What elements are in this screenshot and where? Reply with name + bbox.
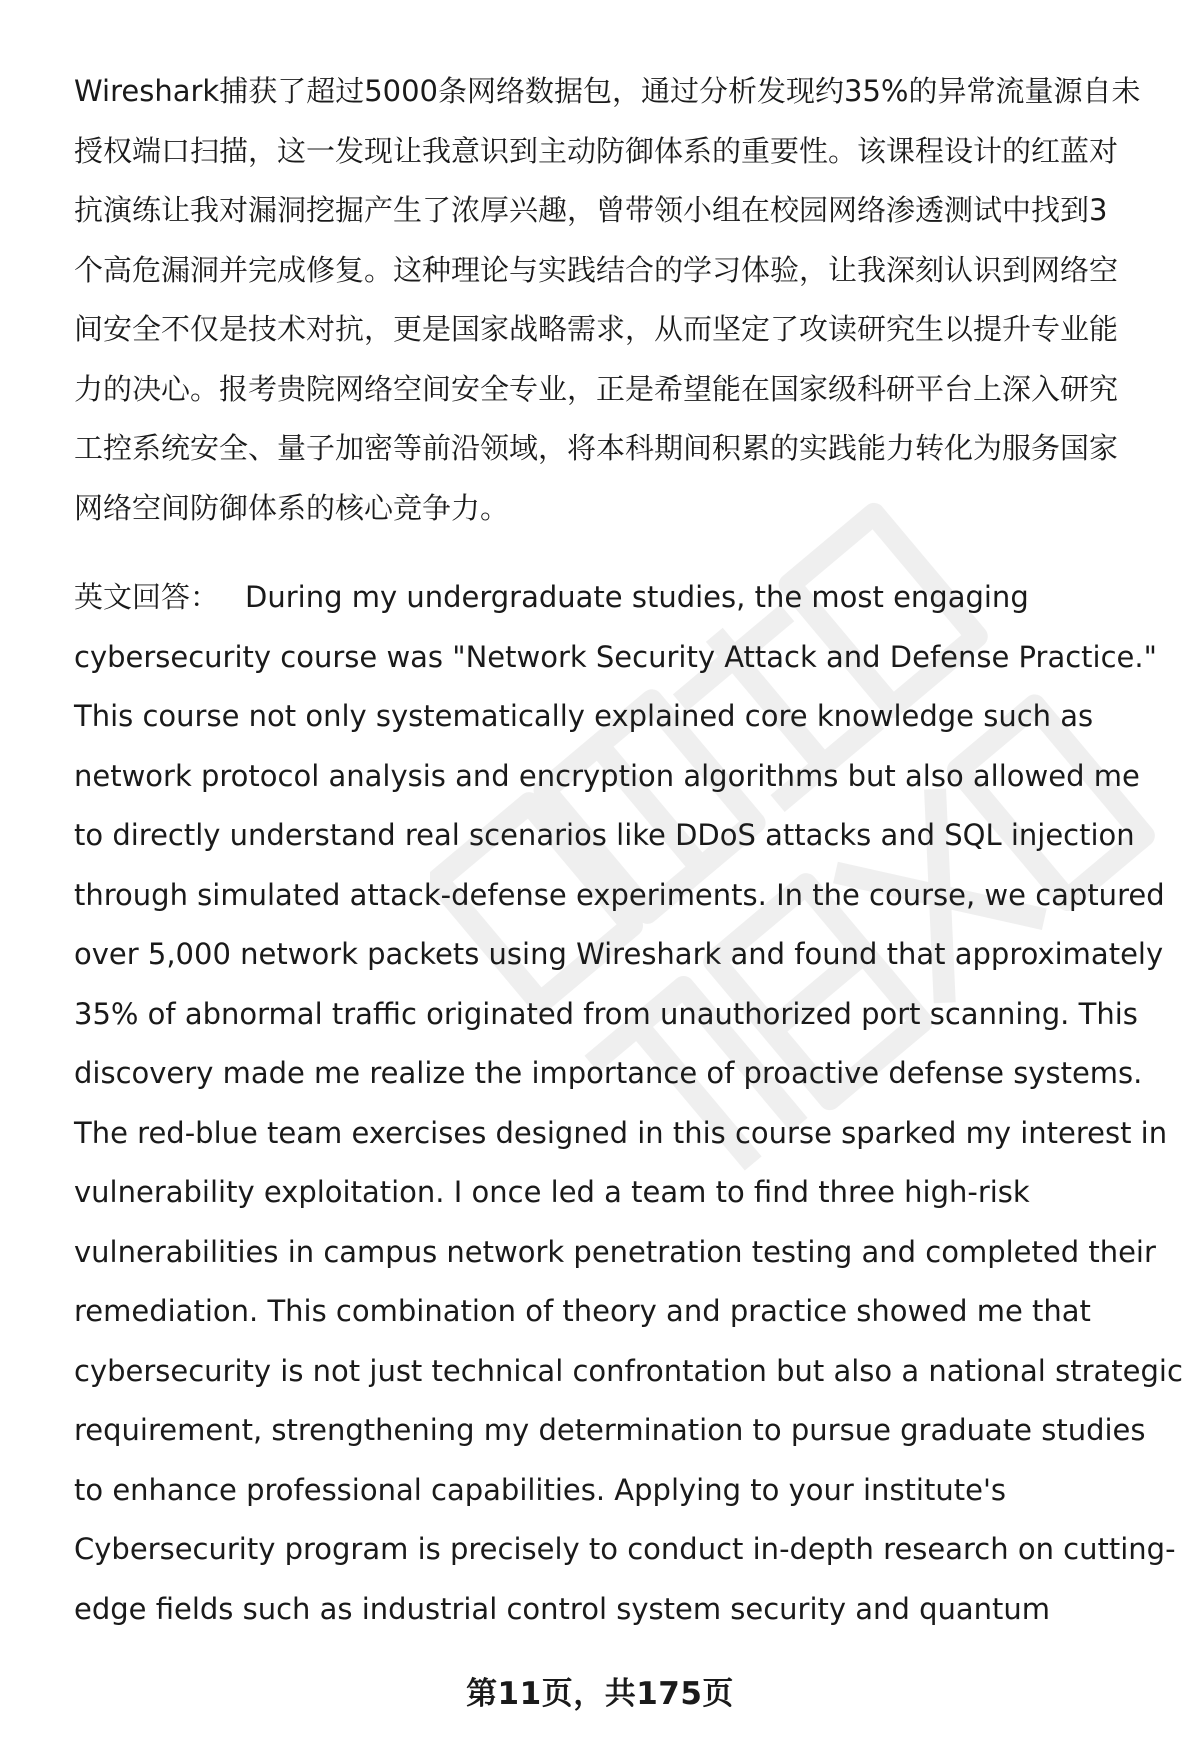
paragraph-line: to enhance professional capabilities. Applying to your institute's [74, 1472, 1007, 1507]
page-number-footer: 第11页，共175页 [466, 1676, 734, 1712]
paragraph-line: edge fields such as industrial control system security and quantum [74, 1591, 1051, 1626]
english-answer-label: 英文回答： [74, 580, 220, 614]
paragraph-line: Wireshark捕获了超过5000条网络数据包，通过分析发现约35%的异常流量源自未 [74, 74, 1141, 108]
paragraph-line: requirement, strengthening my determination to pursue graduate studies [74, 1413, 1146, 1447]
paragraph-line-text: During my undergraduate studies, the most engaging [245, 580, 1029, 614]
paragraph-line [74, 568, 1154, 628]
paragraph-line: 个高危漏洞并完成修复。这种理论与实践结合的学习体验，让我深刻认识到网络空 [74, 252, 1119, 287]
paragraph-line: remediation. This combination of theory and practice showed me that [74, 1294, 1091, 1328]
paragraph-line: network protocol analysis and encryption algorithms but also allowed me [74, 758, 1140, 793]
paragraph-line: through simulated attack-defense experiments. In the course, we captured [74, 877, 1165, 912]
paragraph-line: 35% of abnormal traffic originated from unauthorized port scanning. This [74, 996, 1138, 1031]
paragraph-line: 工控系统安全、量子加密等前沿领域，将本科期间积累的实践能力转化为服务国家 [74, 431, 1119, 465]
paragraph-line: The red-blue team exercises designed in this course sparked my interest in [74, 1115, 1168, 1150]
paragraph-line: discovery made me realize the importance of proactive defense systems. [74, 1056, 1143, 1090]
paragraph-line: 抗演练让我对漏洞挖掘产生了浓厚兴趣，曾带领小组在校园网络渗透测试中找到3 [74, 193, 1108, 227]
paragraph-line: over 5,000 network packets using Wireshark and found that approximately [74, 937, 1164, 971]
paragraph-line: vulnerabilities in campus network penetration testing and completed their [74, 1234, 1156, 1269]
chinese-answer-paragraph [74, 62, 1154, 538]
paragraph-line: cybersecurity is not just technical confrontation but also a national strategic [74, 1353, 1183, 1388]
paragraph-line: vulnerability exploitation. I once led a team to find three high-risk [74, 1175, 1030, 1209]
paragraph-line: 网络空间防御体系的核心竞争力。 [74, 490, 510, 525]
paragraph-line: 授权端口扫描，这一发现让我意识到主动防御体系的重要性。该课程设计的红蓝对 [74, 133, 1119, 168]
paragraph-line: cybersecurity course was "Network Security Attack and Defense Practice." [74, 639, 1157, 674]
paragraph-line: This course not only systematically explained core knowledge such as [74, 699, 1094, 733]
paragraph-line: 力的决心。报考贵院网络空间安全专业，正是希望能在国家级科研平台上深入研究 [74, 371, 1119, 406]
paragraph-line: to directly understand real scenarios like DDoS attacks and SQL injection [74, 818, 1135, 852]
english-answer-paragraph [74, 568, 1183, 1639]
paragraph-line: Cybersecurity program is precisely to conduct in-depth research on cutting- [74, 1532, 1176, 1566]
paragraph-line: 间安全不仅是技术对抗，更是国家战略需求，从而坚定了攻读研究生以提升专业能 [74, 312, 1119, 346]
